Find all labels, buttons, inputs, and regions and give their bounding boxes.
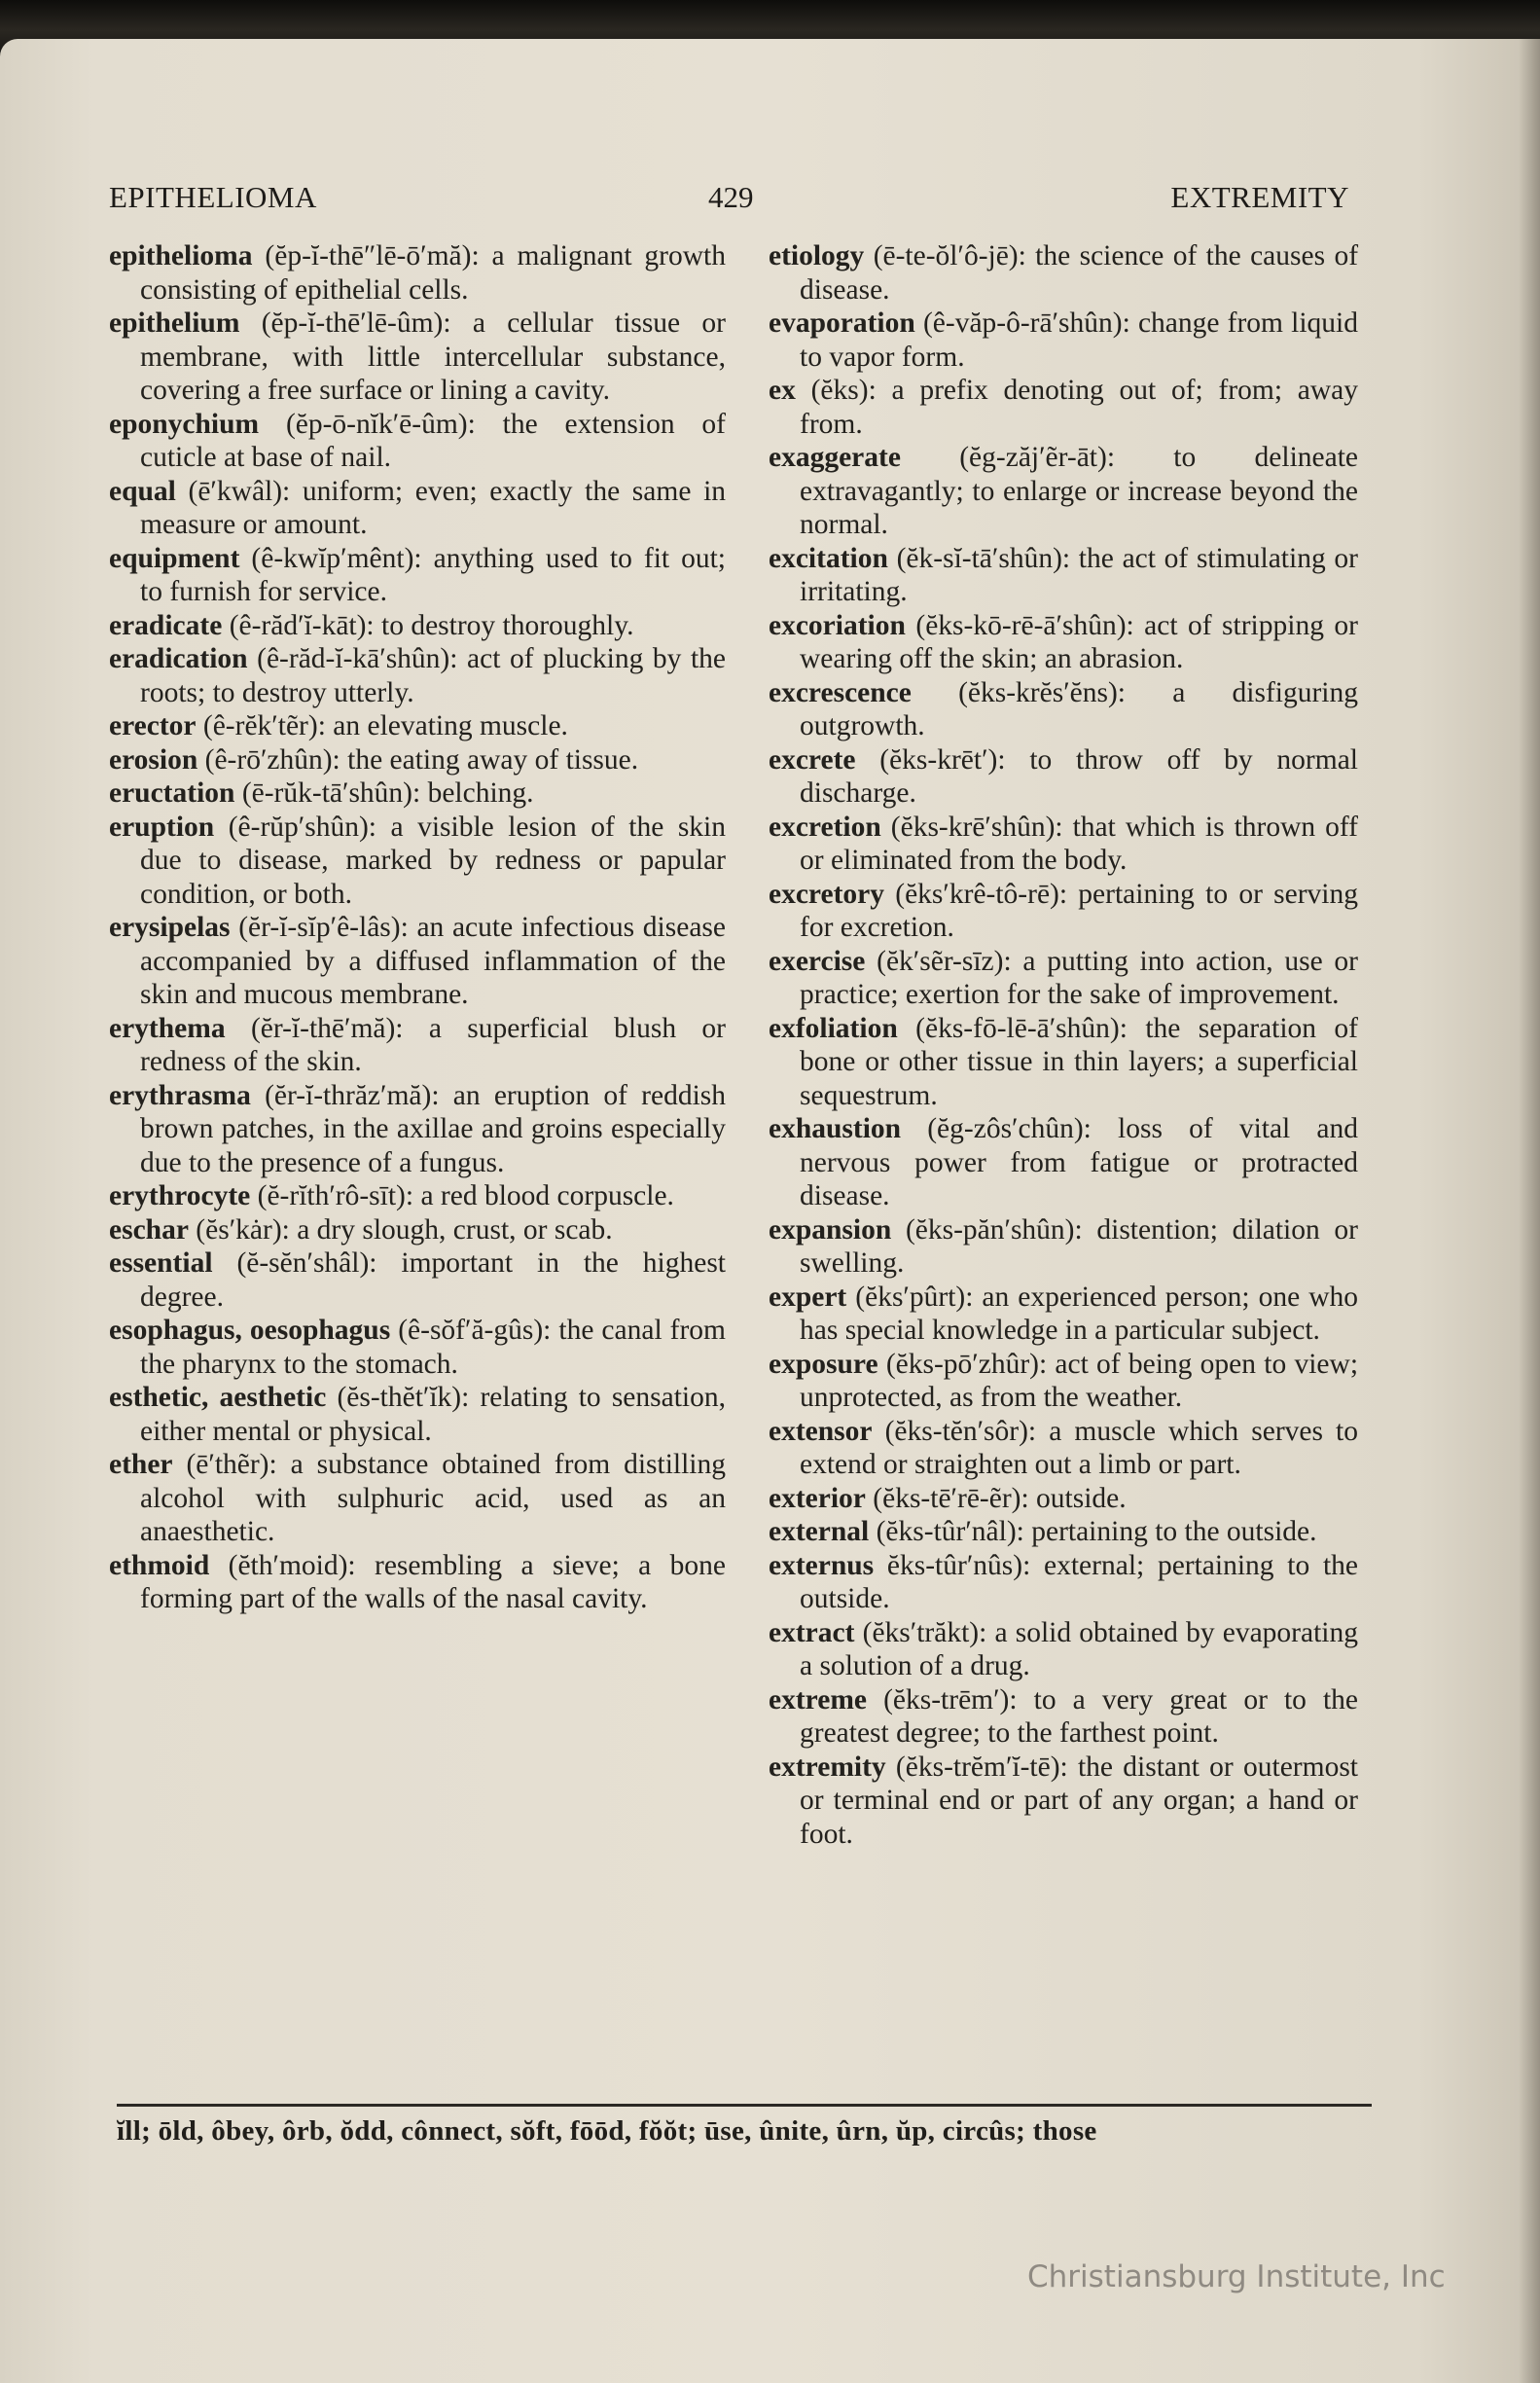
entry-headword: eructation [109,777,235,809]
entry-definition: (ĕks′trăkt): a solid obtained by evaporating a solution of a drug. [800,1616,1358,1681]
dictionary-entry [769,609,1358,676]
entry-definition: (ê-rĕk′tẽr): an elevating muscle. [202,710,568,741]
dictionary-entry [769,811,1358,878]
entry-definition: (ĕk′sẽr-sīz): a putting into action, use or practice; exertion for the sake of improvement. [800,945,1359,1010]
dictionary-entry [769,676,1358,743]
dictionary-entry [109,911,726,1012]
entry-headword: exhaustion [769,1113,902,1144]
entry-definition: (ĕks-păn′shûn): distention; dilation or swelling. [800,1213,1358,1279]
entry-headword: exercise [769,945,866,977]
entry-definition: (ê-văp-ô-rā′shûn): change from liquid to vapor form. [800,307,1358,373]
dictionary-entry [769,1482,1358,1516]
entry-definition: (ĕks-tûr′nâl): pertaining to the outside. [876,1516,1317,1547]
dictionary-entry [109,307,726,408]
dictionary-entry [109,408,726,475]
entry-headword: eruption [109,811,215,843]
entry-definition: ĕks-tûr′nûs): external; pertaining to the outside. [800,1549,1359,1614]
entry-headword: extreme [769,1683,867,1715]
entry-headword: erosion [109,743,198,776]
entry-definition: (ĕ-rĭth′rô-sīt): a red blood corpuscle. [257,1180,674,1211]
dictionary-entry [769,1213,1358,1281]
entry-headword: erythema [109,1012,226,1044]
entry-headword: epithelium [109,307,240,339]
entry-headword: excrete [769,743,856,776]
dictionary-entry [109,1314,726,1381]
entry-headword: ethmoid [109,1549,210,1581]
dictionary-entry [109,1012,726,1079]
entry-headword: erythrasma [109,1079,251,1111]
entry-definition: (ĕg-zăj′ẽr-āt): to delineate extravagantly; to enlarge or increase beyond the normal. [800,442,1358,540]
entry-headword: exterior [769,1482,866,1514]
entry-definition: (ē′kwâl): uniform; even; exactly the same in measure or amount. [140,475,727,540]
left-column [109,239,726,1616]
entry-definition: (ĕp-ĭ-thē′lē-ûm): a cellular tissue or membrane, with little intercellular substance, covering a free surface or lining a cavity. [140,307,727,406]
dictionary-entry [769,307,1358,374]
entry-headword: ex [769,375,796,406]
entry-headword: extract [769,1616,855,1648]
entry-headword: epithelioma [109,240,253,271]
entry-definition: (ĕks-krē′shûn): that which is thrown off or eliminated from the body. [800,811,1359,876]
entry-headword: equipment [109,542,240,574]
entry-headword: eponychium [109,408,260,440]
page-number: 429 [708,180,754,214]
page-edge-shadow [1519,39,1540,2383]
entry-headword: eradicate [109,609,223,641]
dictionary-entry [109,811,726,912]
dictionary-entry [769,1281,1358,1348]
dictionary-entry [769,374,1358,441]
dictionary-entry [769,542,1358,609]
dictionary-entry [109,239,726,307]
entry-definition: (ĕ-sĕn′shâl): important in the highest degree. [140,1247,726,1313]
entry-definition: (ĕks-tē′rē-ẽr): outside. [873,1482,1127,1514]
entry-headword: evaporation [769,307,915,339]
entry-definition: (ĕks-fō-lē-ā′shûn): the separation of bone or other tissue in thin layers; a superficial sequestrum. [800,1012,1358,1111]
entry-definition: (ê-răd-ĭ-kā′shûn): act of plucking by the roots; to destroy utterly. [140,643,727,708]
entry-headword: external [769,1516,870,1547]
dictionary-entry [109,1549,726,1616]
entry-headword: etiology [769,240,865,271]
entry-definition: (ĕth′moid): resembling a sieve; a bone forming part of the walls of the nasal cavity. [140,1549,726,1614]
entry-headword: externus [769,1549,875,1581]
entry-headword: eradication [109,643,248,674]
footer-rule [117,2104,1372,2107]
dictionary-entry [769,1112,1358,1213]
entry-headword: equal [109,475,176,507]
entry-definition: (ĕks′krê-tô-rē): pertaining to or serving for excretion. [800,878,1359,943]
dictionary-entry [769,441,1358,542]
dictionary-entry [109,1381,726,1448]
dictionary-entry [769,743,1358,811]
dictionary-entry [769,1515,1358,1549]
dictionary-entry [109,609,726,643]
entry-headword: excoriation [769,609,906,641]
entry-definition: (ê-sŏf′ă-gûs): the canal from the pharynx to the stomach. [140,1315,727,1380]
dictionary-entry [769,1012,1358,1113]
dictionary-entry [109,1448,726,1549]
entry-headword: ether [109,1449,173,1480]
watermark: Christiansburg Institute, Inc [1027,2259,1446,2294]
entry-definition: (ĕs-thĕt′ĭk): relating to sensation, either mental or physical. [140,1382,726,1447]
entry-headword: eschar [109,1213,189,1246]
entry-definition: (ê-kwĭp′mênt): anything used to fit out; to furnish for service. [140,542,726,607]
right-column [769,239,1358,1851]
entry-headword: expert [769,1281,847,1313]
entry-headword: expansion [769,1213,892,1246]
entry-headword: esthetic, aesthetic [109,1382,327,1413]
entry-definition: (ē′thẽr): a substance obtained from distilling alcohol with sulphuric acid, used as an anaesthetic. [140,1449,726,1547]
entry-definition: (ĕr-ĭ-thrăz′mă): an eruption of reddish brown patches, in the axillae and groins especially due to the presence of a fungus. [140,1079,726,1178]
entry-definition: (ĕks-kō-rē-ā′shûn): act of stripping or wearing off the skin; an abrasion. [800,609,1358,674]
dictionary-entry [769,1415,1358,1482]
entry-definition: (ĕks-krĕs′ĕns): a disfiguring outgrowth. [800,676,1358,741]
entry-definition: (ĕr-ĭ-thē′mă): a superficial blush or redness of the skin. [140,1012,727,1077]
entry-definition: (ĕks-pō′zhûr): act of being open to view; unprotected, as from the weather. [800,1348,1359,1413]
entry-definition: (ĕks-trĕm′ĭ-tē): the distant or outermost or terminal end or part of any organ; a hand or foot. [800,1751,1358,1850]
entry-definition: (ĕks-tĕn′sôr): a muscle which serves to extend or straighten out a limb or part. [800,1415,1359,1480]
entry-headword: excitation [769,542,888,574]
entry-definition: (ĕr-ĭ-sĭp′ê-lâs): an acute infectious disease accompanied by a diffused inflammation of the skin and mucous membrane. [140,912,726,1010]
entry-definition: (ĕks): a prefix denoting out of; from; away from. [800,375,1358,440]
dictionary-entry [109,1246,726,1314]
entry-definition: (ĕks-krēt′): to throw off by normal discharge. [800,743,1358,809]
dictionary-entry [769,1616,1358,1683]
entry-definition: (ĕg-zôs′chûn): loss of vital and nervous power from fatigue or protracted disease. [800,1113,1358,1211]
entry-headword: excretory [769,878,885,910]
dictionary-entry [769,1751,1358,1852]
dictionary-entry [769,945,1358,1012]
entry-headword: exfoliation [769,1012,898,1044]
entry-headword: extensor [769,1415,873,1447]
dictionary-entry [109,709,726,743]
entry-headword: essential [109,1247,213,1279]
entry-headword: extremity [769,1751,886,1783]
entry-definition: (ĕs′kȧr): a dry slough, crust, or scab. [196,1213,613,1246]
entry-headword: excretion [769,811,881,843]
dictionary-entry [109,1179,726,1213]
pronunciation-key: ĭll; ōld, ôbey, ôrb, ŏdd, cônnect, sŏft, fōōd, fŏŏt; ūse, ûnite, ûrn, ŭp, circûs; those [117,2115,1097,2147]
dictionary-entry [769,1549,1358,1616]
running-head [109,180,1349,223]
entry-headword: exaggerate [769,442,901,473]
entry-definition: (ē-rŭk-tā′shûn): belching. [241,777,534,809]
dictionary-entry [109,1213,726,1247]
entry-definition: (ê-răd′ĭ-kāt): to destroy thoroughly. [229,609,634,641]
entry-definition: (ĕks-trēm′): to a very great or to the greatest degree; to the farthest point. [800,1683,1359,1749]
entry-headword: erythrocyte [109,1180,251,1211]
entry-definition: (ē-te-ŏl′ô-jē): the science of the causes of disease. [800,240,1359,306]
dictionary-entry [109,1079,726,1180]
entry-definition: (ê-rŭp′shûn): a visible lesion of the skin due to disease, marked by redness or papular condition, or both. [140,811,727,910]
dictionary-entry [769,878,1358,945]
entry-headword: excrescence [769,676,912,708]
dictionary-entry [769,1348,1358,1415]
entry-definition: (ê-rō′zhûn): the eating away of tissue. [204,743,639,776]
guide-word-left: EPITHELIOMA [109,180,317,214]
entry-headword: erector [109,710,197,741]
dictionary-entry [109,743,726,777]
dictionary-entry [109,475,726,542]
dictionary-entry [109,542,726,609]
guide-word-right: EXTREMITY [1170,180,1349,214]
entry-definition: (ĕk-sĭ-tā′shûn): the act of stimulating or irritating. [800,542,1358,607]
entry-definition: (ĕks′pûrt): an experienced person; one who has special knowledge in a particular subject. [800,1281,1359,1346]
entry-headword: erysipelas [109,912,231,943]
entry-headword: esophagus, oesophagus [109,1315,391,1346]
entry-headword: exposure [769,1348,878,1380]
entry-definition: (ĕp-ō-nĭk′ē-ûm): the extension of cuticle at base of nail. [140,408,726,473]
entry-definition: (ĕp-ĭ-thē″lē-ō′mă): a malignant growth consisting of epithelial cells. [140,240,727,306]
dictionary-entry [769,1683,1358,1751]
dictionary-entry [769,239,1358,307]
dictionary-entry [109,776,726,811]
dictionary-entry [109,642,726,709]
